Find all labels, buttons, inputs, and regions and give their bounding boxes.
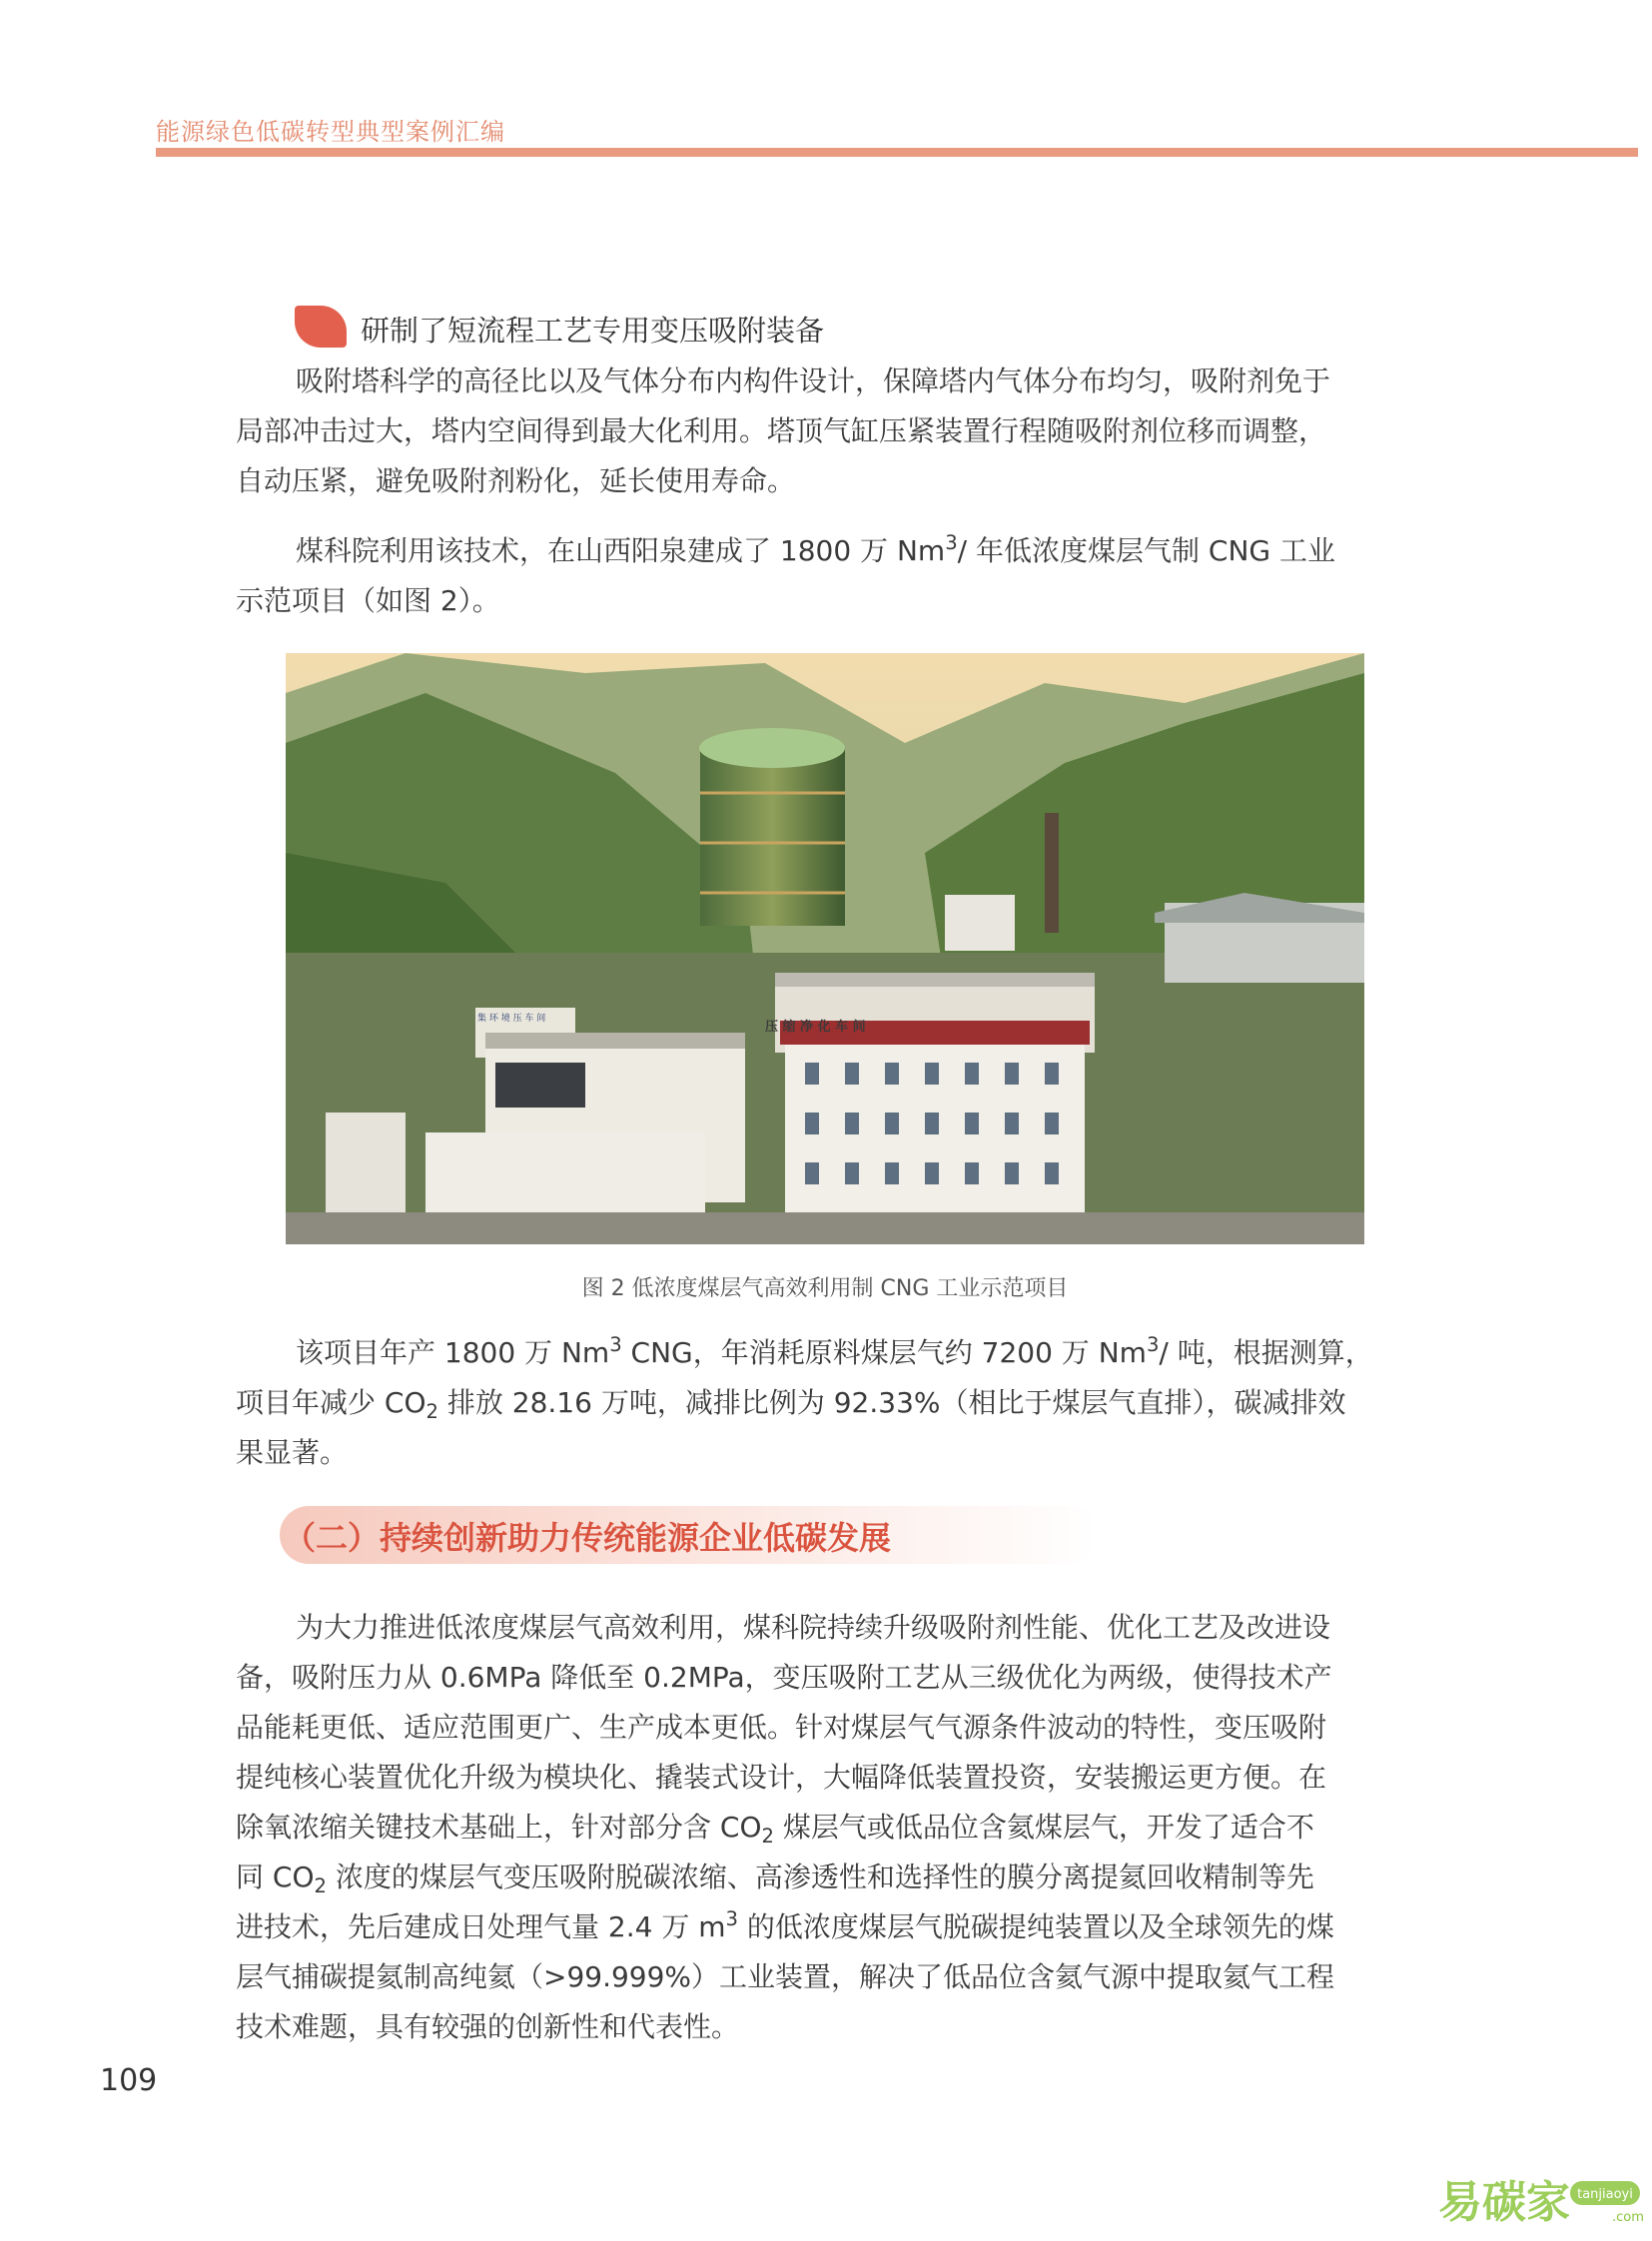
paragraph-line: 示范项目（如图 2）。: [236, 584, 500, 617]
paragraph-line: 自动压紧，避免吸附剂粉化，延长使用寿命。: [236, 464, 796, 497]
cooling-units: [495, 1063, 585, 1108]
subscript: 2: [314, 1873, 327, 1897]
watermark-tld: .com: [1612, 2210, 1644, 2225]
left-building-roof: [485, 1033, 745, 1049]
superscript: 3: [1146, 1333, 1160, 1357]
superscript: 3: [945, 531, 958, 555]
leaf-bullet-icon: [295, 306, 347, 348]
plant-photo-illustration: [286, 653, 1364, 1244]
header-rule: [156, 148, 1638, 157]
compression-hall-roof: [775, 973, 1095, 987]
paragraph-line: 备，吸附压力从 0.6MPa 降低至 0.2MPa，变压吸附工艺从三级优化为两级，使得技术产: [236, 1661, 1332, 1694]
text-run: 进技术，先后建成日处理气量 2.4 万 m: [236, 1910, 726, 1943]
figure-caption: 图 2 低浓度煤层气高效利用制 CNG 工业示范项目: [581, 1276, 1069, 1301]
watermark-logo: [1434, 2167, 1644, 2231]
gas-holder-tank: [700, 748, 845, 926]
subscript: 2: [761, 1824, 774, 1848]
foreground-road: [286, 1212, 1364, 1244]
text-run: 项目年减少 CO: [236, 1386, 426, 1419]
paragraph-line: [236, 1902, 1414, 1952]
text-run: 煤层气或低品位含氦煤层气，开发了适合不: [773, 1811, 1314, 1844]
paragraph-continuous-innovation: [236, 1603, 1414, 2052]
running-header-title: 能源绿色低碳转型典型案例汇编: [156, 118, 505, 146]
section-title: （二）持续创新助力传统能源企业低碳发展: [284, 1519, 892, 1557]
paragraph-line: 为大力推进低浓度煤层气高效利用，煤科院持续升级吸附剂性能、优化工艺及改进设: [296, 1611, 1331, 1644]
small-building: [945, 895, 1015, 951]
text-run: 煤科院利用该技术，在山西阳泉建成了 1800 万 Nm: [296, 534, 946, 567]
paragraph-adsorber-design: [236, 357, 1414, 506]
text-run: CNG，年消耗原料煤层气约 7200 万 Nm: [621, 1336, 1147, 1369]
text-run: 浓度的煤层气变压吸附脱碳浓缩、高渗透性和选择性的膜分离提氦回收精制等先: [326, 1861, 1314, 1893]
text-run: 除氧浓缩关键技术基础上，针对部分含 CO: [236, 1811, 762, 1844]
chimney: [1045, 813, 1059, 933]
subheading-text: 研制了短流程工艺专用变压吸附装备: [361, 314, 825, 348]
paragraph-line: 果显著。: [236, 1436, 349, 1469]
building-sign: 集 环 境 压 车 间: [477, 1014, 546, 1024]
text-run: 同 CO: [236, 1861, 315, 1893]
paragraph-line: 局部冲击过大，塔内空间得到最大化利用。塔顶气缸压紧装置行程随吸附剂位移而调整，: [236, 414, 1327, 447]
building-sign: 压 缩 净 化 车 间: [765, 1020, 866, 1035]
watermark-main-text: 易碳家: [1438, 2177, 1570, 2228]
paragraph-line: [236, 1853, 1414, 1902]
page-number: 109: [100, 2063, 158, 2098]
corner-building: [326, 1113, 406, 1212]
text-run: / 年低浓度煤层气制 CNG 工业: [957, 534, 1335, 567]
lower-left-building: [425, 1132, 705, 1212]
gas-holder-dome: [699, 728, 845, 768]
text-run: / 吨，根据测算，: [1159, 1336, 1373, 1369]
paragraph-project-output: [236, 1328, 1414, 1478]
paragraph-line: 品能耗更低、适应范围更广、生产成本更低。针对煤层气气源条件波动的特性，变压吸附: [236, 1711, 1327, 1744]
paragraph-line: 提纯核心装置优化升级为模块化、撬装式设计，大幅降低装置投资，安装搬运更方便。在: [236, 1761, 1327, 1794]
superscript: 3: [609, 1333, 622, 1357]
paragraph-line: [236, 1378, 1414, 1428]
superscript: 3: [725, 1907, 738, 1931]
paragraph-line: 技术难题，具有较强的创新性和代表性。: [236, 2010, 740, 2043]
text-run: 该项目年产 1800 万 Nm: [296, 1336, 610, 1369]
paragraph-line: 吸附塔科学的高径比以及气体分布内构件设计，保障塔内气体分布均匀，吸附剂免于: [296, 365, 1331, 397]
paragraph-line: [236, 526, 1414, 576]
paragraph-line: [236, 1803, 1414, 1853]
subscript: 2: [425, 1399, 438, 1423]
figure-photo-cng-plant: [286, 653, 1364, 1244]
paragraph-line: 层气捕碳提氦制高纯氦（>99.999%）工业装置，解决了低品位含氦气源中提取氦气工程: [236, 1960, 1335, 1993]
watermark-domain: tanjiaoyi: [1577, 2187, 1633, 2202]
text-run: 的低浓度煤层气脱碳提纯装置以及全球领先的煤: [737, 1910, 1334, 1943]
paragraph-line: [236, 1328, 1414, 1378]
paragraph-demo-project: [236, 526, 1414, 626]
text-run: 排放 28.16 万吨，减排比例为 92.33%（相比于煤层气直排），碳减排效: [437, 1386, 1346, 1419]
